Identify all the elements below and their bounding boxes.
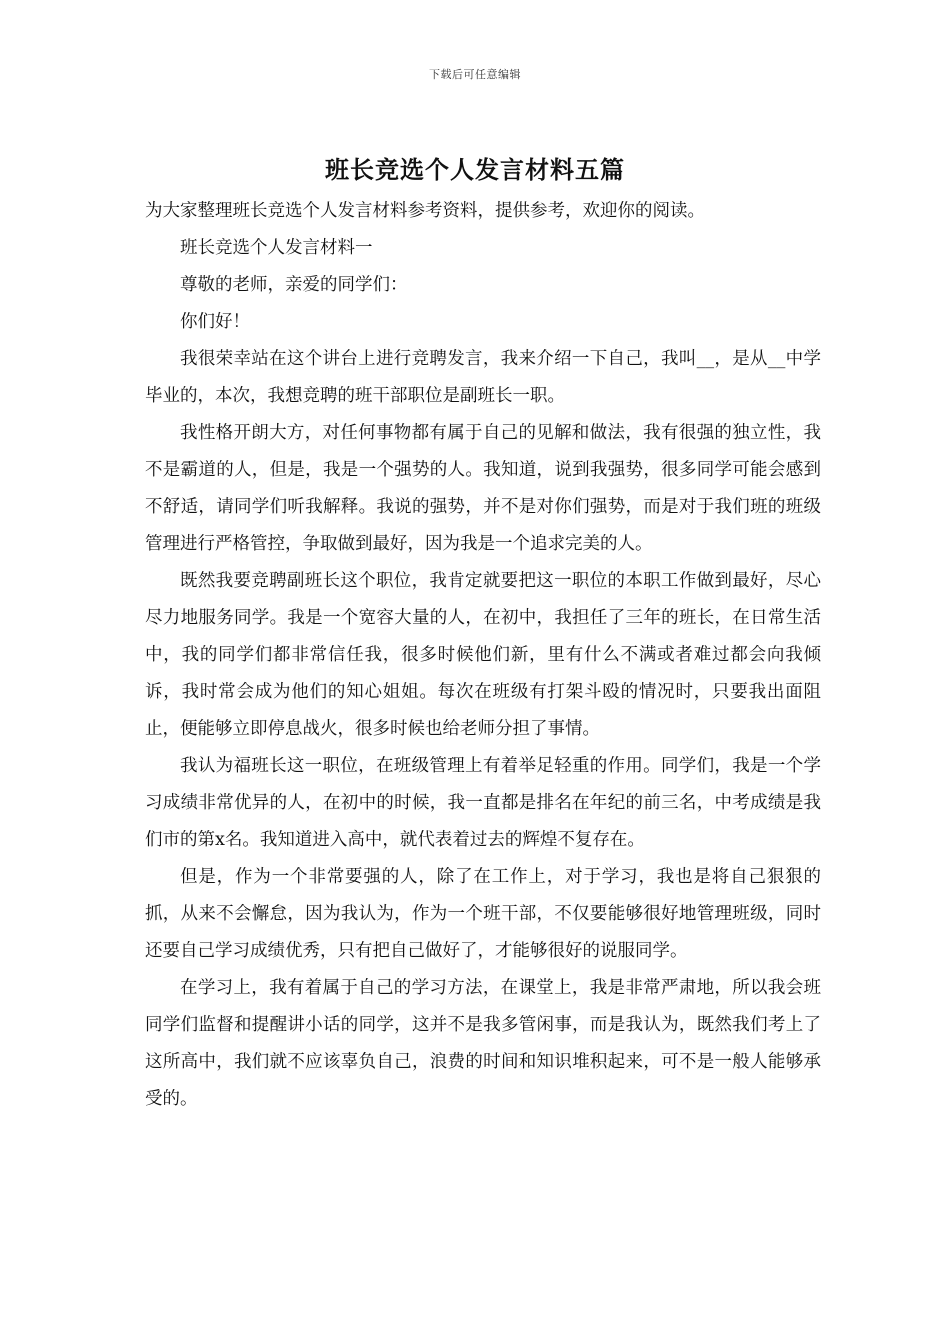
- salutation: 尊敬的老师，亲爱的同学们：: [180, 275, 408, 295]
- document-body: [145, 193, 821, 1118]
- body-paragraph: 但是，作为一个非常要强的人，除了在工作上，对于学习，我也是将自己狠狠的抓，从来不会懈怠，因为我认为，作为一个班干部，不仅要能够很好地管理班级，同时还要自己学习成绩优秀，只有把自己做好了，才能够很好的说服同学。: [145, 867, 821, 961]
- body-paragraph: 在学习上，我有着属于自己的学习方法，在课堂上，我是非常严肃地，所以我会班同学们监督和提醒讲小话的同学，这并不是我多管闲事，而是我认为，既然我们考上了这所高中，我们就不应该辜负自己，浪费的时间和知识堆积起来，可不是一般人能够承受的。: [145, 978, 821, 1109]
- greeting: 你们好！: [180, 312, 250, 332]
- body-paragraph: 既然我要竞聘副班长这个职位，我肯定就要把这一职位的本职工作做到最好，尽心尽力地服务同学。我是一个宽容大量的人，在初中，我担任了三年的班长，在日常生活中，我的同学们都非常信任我，很多时候他们新，里有什么不满或者难过都会向我倾诉，我时常会成为他们的知心姐姐。每次在班级有打架斗殴的情况时，只要我出面阻止，便能够立即停息战火，很多时候也给老师分担了事情。: [145, 571, 821, 739]
- intro-paragraph: 为大家整理班长竞选个人发言材料参考资料，提供参考，欢迎你的阅读。: [145, 201, 705, 221]
- body-paragraph: 我性格开朗大方，对任何事物都有属于自己的见解和做法，我有很强的独立性，我不是霸道的人，但是，我是一个强势的人。我知道，说到我强势，很多同学可能会感到不舒适，请同学们听我解释。我说的强势，并不是对你们强势，而是对于我们班的班级管理进行严格管控，争取做到最好，因为我是一个追求完美的人。: [145, 423, 821, 554]
- body-paragraph: 我很荣幸站在这个讲台上进行竞聘发言，我来介绍一下自己，我叫__，是从__中学毕业的，本次，我想竞聘的班干部职位是副班长一职。: [145, 349, 821, 406]
- header-note: 下载后可任意编辑: [429, 68, 521, 81]
- body-paragraph: 我认为福班长这一职位，在班级管理上有着举足轻重的作用。同学们，我是一个学习成绩非常优异的人，在初中的时候，我一直都是排名在年纪的前三名，中考成绩是我们市的第x名。我知道进入高中，就代表着过去的辉煌不复存在。: [145, 756, 821, 850]
- section-heading: 班长竞选个人发言材料一: [180, 238, 373, 258]
- document-title: 班长竞选个人发言材料五篇: [325, 155, 625, 184]
